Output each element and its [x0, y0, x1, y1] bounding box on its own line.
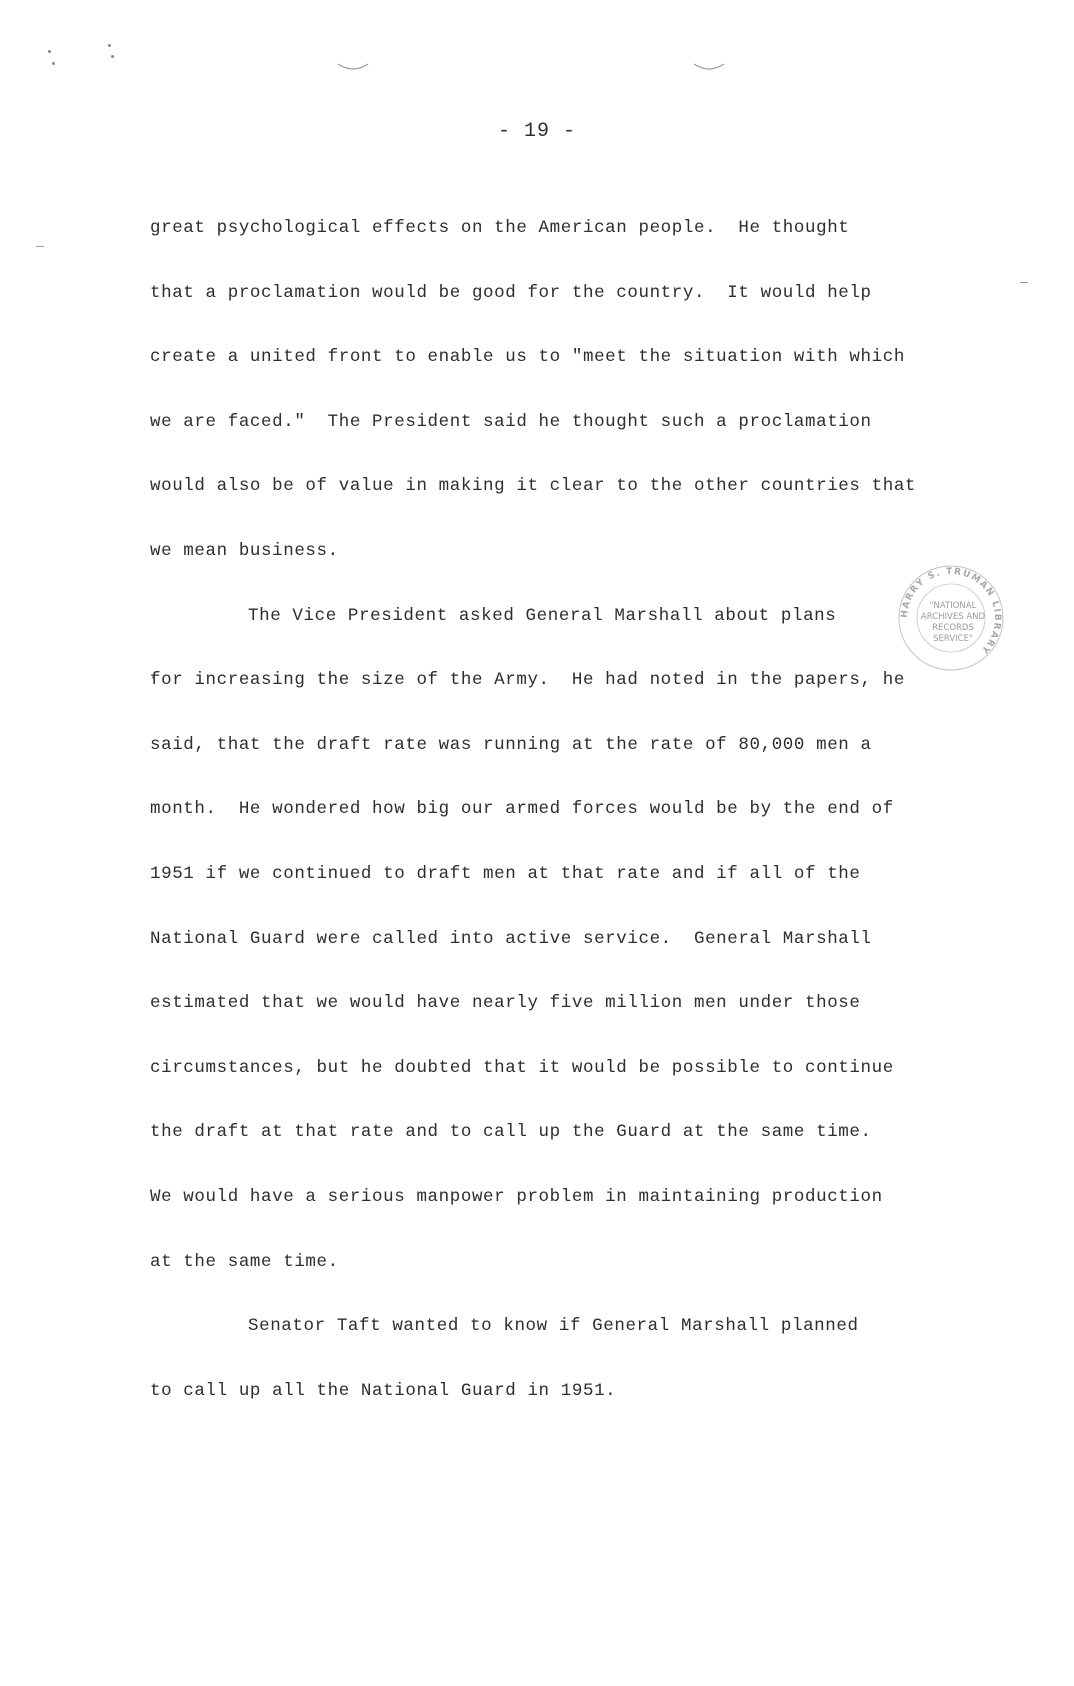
stamp-ring-text: HARRY S. TRUMAN LIBRARY: [899, 566, 1003, 656]
stamp-line: SERVICE": [933, 634, 973, 644]
text-line: for increasing the size of the Army. He had noted in the papers, he: [150, 670, 905, 691]
text-line: month. He wondered how big our armed forces would be by the end of: [150, 799, 894, 820]
page-number: - 19 -: [497, 120, 576, 143]
text-line: that a proclamation would be good for the country. It would help: [150, 282, 872, 303]
text-line: to call up all the National Guard in 1951.: [150, 1380, 617, 1401]
text-line: we mean business.: [150, 540, 339, 561]
scan-speck: [52, 62, 55, 65]
stamp-line: ARCHIVES AND: [920, 612, 986, 622]
text-line: the draft at that rate and to call up the Guard at the same time.: [150, 1122, 872, 1143]
text-line: create a united front to enable us to "meet the situation with which: [150, 347, 905, 368]
document-body: [150, 196, 940, 1423]
staple-mark: [692, 62, 726, 72]
scan-speck: [48, 50, 51, 53]
text-line: National Guard were called into active service. General Marshall: [150, 928, 872, 949]
text-line: The Vice President asked General Marshall about plans: [248, 605, 837, 626]
archive-stamp: [895, 562, 1007, 674]
text-line: great psychological effects on the American people. He thought: [150, 218, 850, 238]
text-line: estimated that we would have nearly five million men under those: [150, 993, 861, 1014]
text-line: at the same time.: [150, 1251, 339, 1272]
scan-dash: [1020, 282, 1028, 283]
stamp-line: "NATIONAL: [929, 601, 977, 611]
stamp-line: RECORDS: [932, 623, 974, 633]
scan-dash: [36, 246, 44, 247]
scan-speck: [111, 55, 114, 58]
text-line: would also be of value in making it clear to the other countries that: [150, 476, 917, 497]
text-line: said, that the draft rate was running at the rate of 80,000 men a: [150, 734, 872, 755]
text-line: circumstances, but he doubted that it would be possible to continue: [150, 1057, 894, 1078]
text-line: Senator Taft wanted to know if General Marshall planned: [248, 1316, 859, 1337]
staple-mark: [336, 62, 370, 72]
text-line: We would have a serious manpower problem in maintaining production: [150, 1186, 883, 1207]
text-line: 1951 if we continued to draft men at that rate and if all of the: [150, 863, 861, 884]
text-line: we are faced." The President said he thought such a proclamation: [150, 411, 872, 432]
scan-speck: [108, 44, 111, 47]
